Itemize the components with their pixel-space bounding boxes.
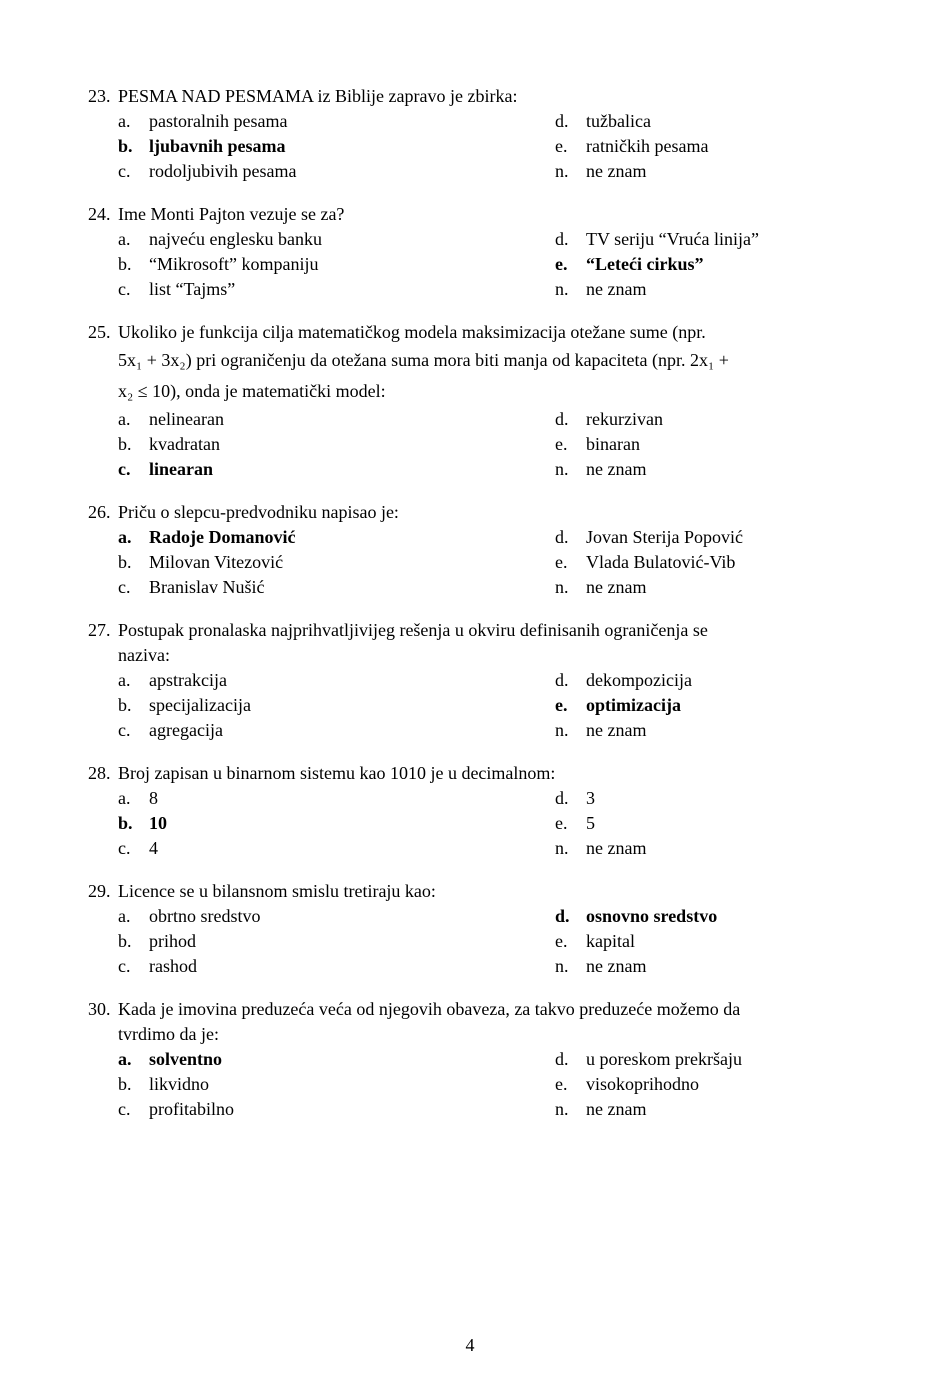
option-letter: n. [555, 720, 569, 740]
option-text: rashod [149, 956, 197, 976]
option-text: ljubavnih pesama [149, 136, 286, 156]
options-right-column [555, 786, 878, 861]
option-letter: c. [118, 459, 131, 479]
option-row [118, 159, 555, 184]
option-letter: b. [118, 695, 132, 715]
option-row [118, 407, 555, 432]
option-letter: a. [118, 906, 131, 926]
option-row [118, 277, 555, 302]
option-row [118, 109, 555, 134]
options-left-column [118, 525, 555, 600]
option-text: 8 [149, 788, 158, 808]
option-row [118, 252, 555, 277]
option-text: solventno [149, 1049, 223, 1069]
question-text-line: tvrdimo da je: [118, 1024, 219, 1044]
option-row [118, 227, 555, 252]
question-text: Kada je imovina preduzeća veća od njegovih obaveza, za takvo preduzeće možemo da [118, 999, 741, 1019]
question-header [88, 320, 878, 345]
option-text: visokoprihodno [586, 1074, 700, 1094]
option-text: Branislav Nušić [149, 577, 265, 597]
option-letter: e. [555, 695, 568, 715]
option-text: osnovno sredstvo [586, 906, 718, 926]
options-grid [118, 668, 878, 743]
option-row [555, 457, 878, 482]
option-row [118, 786, 555, 811]
question-text-line: 5x₁ + 3x₂) pri ograničenju da otežana suma mora biti manja od kapaciteta (npr. 2x₁ + [118, 350, 729, 370]
option-row [118, 904, 555, 929]
option-row [118, 575, 555, 600]
option-row [118, 134, 555, 159]
question-header [88, 500, 878, 525]
option-text: u poreskom prekršaju [586, 1049, 742, 1069]
option-letter: n. [555, 1099, 569, 1119]
option-row [555, 811, 878, 836]
option-text: kvadratan [149, 434, 220, 454]
option-letter: d. [555, 111, 569, 131]
option-letter: a. [118, 1049, 132, 1069]
option-row [555, 227, 878, 252]
option-row [118, 550, 555, 575]
options-left-column [118, 904, 555, 979]
option-row [555, 109, 878, 134]
question-text: PESMA NAD PESMAMA iz Biblije zapravo je zbirka: [118, 86, 518, 106]
option-row [555, 432, 878, 457]
option-text: ne znam [586, 838, 647, 858]
option-text: optimizacija [586, 695, 681, 715]
option-letter: n. [555, 459, 569, 479]
option-letter: e. [555, 136, 568, 156]
options-right-column [555, 227, 878, 302]
question-block [88, 879, 878, 979]
question-text-line: naziva: [118, 645, 170, 665]
option-letter: d. [555, 1049, 569, 1069]
question-text: Ukoliko je funkcija cilja matematičkog modela maksimizacija otežane sume (npr. [118, 322, 706, 342]
question-number: 24. [88, 204, 111, 224]
options-grid [118, 227, 878, 302]
option-text: specijalizacija [149, 695, 251, 715]
option-letter: n. [555, 161, 569, 181]
option-row [555, 1072, 878, 1097]
options-left-column [118, 668, 555, 743]
option-row [555, 277, 878, 302]
option-letter: e. [555, 254, 568, 274]
option-text: binaran [586, 434, 640, 454]
option-letter: n. [555, 577, 569, 597]
option-row [555, 668, 878, 693]
option-row [555, 929, 878, 954]
question-text: Postupak pronalaska najprihvatljivijeg rešenja u okviru definisanih ograničenja se [118, 620, 708, 640]
option-letter: e. [555, 552, 568, 572]
option-text: tužbalica [586, 111, 651, 131]
option-text: “Mikrosoft” kompaniju [149, 254, 319, 274]
option-letter: n. [555, 838, 569, 858]
option-letter: n. [555, 956, 569, 976]
option-letter: d. [555, 229, 569, 249]
question-block [88, 84, 878, 184]
option-text: Vlada Bulatović-Vib [586, 552, 736, 572]
question-number: 30. [88, 999, 111, 1019]
option-letter: b. [118, 136, 133, 156]
option-letter: d. [555, 527, 569, 547]
option-row [118, 1047, 555, 1072]
options-left-column [118, 407, 555, 482]
options-right-column [555, 407, 878, 482]
question-header [88, 84, 878, 109]
option-row [555, 525, 878, 550]
option-row [555, 904, 878, 929]
question-number: 29. [88, 881, 111, 901]
options-left-column [118, 786, 555, 861]
option-text: pastoralnih pesama [149, 111, 288, 131]
option-letter: e. [555, 813, 568, 833]
question-header [88, 761, 878, 786]
option-row [555, 954, 878, 979]
option-letter: e. [555, 1074, 568, 1094]
option-row [118, 432, 555, 457]
question-text: Licence se u bilansnom smislu tretiraju kao: [118, 881, 436, 901]
option-row [555, 575, 878, 600]
option-row [555, 836, 878, 861]
question-block [88, 320, 878, 482]
option-text: Jovan Sterija Popović [586, 527, 743, 547]
option-letter: a. [118, 670, 131, 690]
option-row [555, 718, 878, 743]
option-text: likvidno [149, 1074, 210, 1094]
options-right-column [555, 904, 878, 979]
option-letter: b. [118, 931, 132, 951]
question-text-line: x₂ ≤ 10), onda je matematički model: [118, 381, 386, 401]
options-right-column [555, 1047, 878, 1122]
option-row [118, 457, 555, 482]
option-row [555, 1047, 878, 1072]
option-letter: e. [555, 434, 568, 454]
option-row [555, 786, 878, 811]
option-letter: a. [118, 788, 131, 808]
option-row [555, 550, 878, 575]
option-letter: d. [555, 670, 569, 690]
option-row [555, 1097, 878, 1122]
option-row [118, 525, 555, 550]
options-right-column [555, 109, 878, 184]
option-text: rekurzivan [586, 409, 663, 429]
option-letter: a. [118, 527, 132, 547]
option-letter: c. [118, 838, 131, 858]
option-row [118, 1097, 555, 1122]
question-number: 28. [88, 763, 111, 783]
option-row [118, 718, 555, 743]
option-text: Radoje Domanović [149, 527, 296, 547]
option-text: profitabilno [149, 1099, 234, 1119]
option-row [555, 134, 878, 159]
question-block [88, 761, 878, 861]
option-row [118, 954, 555, 979]
option-letter: b. [118, 813, 133, 833]
option-text: nelinearan [149, 409, 224, 429]
option-letter: c. [118, 1099, 131, 1119]
option-letter: a. [118, 229, 131, 249]
question-header [88, 997, 878, 1022]
question-number: 23. [88, 86, 111, 106]
option-text: ne znam [586, 956, 647, 976]
option-letter: c. [118, 279, 131, 299]
option-text: list “Tajms” [149, 279, 236, 299]
question-text: Broj zapisan u binarnom sistemu kao 1010 je u decimalnom: [118, 763, 556, 783]
option-letter: d. [555, 906, 570, 926]
option-row [555, 407, 878, 432]
option-letter: c. [118, 956, 131, 976]
option-text: ne znam [586, 279, 647, 299]
question-block [88, 997, 878, 1122]
option-text: dekompozicija [586, 670, 692, 690]
question-text: Priču o slepcu-predvodniku napisao je: [118, 502, 399, 522]
options-right-column [555, 668, 878, 743]
option-text: ne znam [586, 161, 647, 181]
option-text: “Leteći cirkus” [586, 254, 704, 274]
question-block [88, 500, 878, 600]
option-text: ne znam [586, 459, 647, 479]
options-right-column [555, 525, 878, 600]
option-letter: c. [118, 161, 131, 181]
option-row [555, 693, 878, 718]
options-grid [118, 786, 878, 861]
option-letter: n. [555, 279, 569, 299]
options-grid [118, 904, 878, 979]
option-text: ne znam [586, 720, 647, 740]
option-text: najveću englesku banku [149, 229, 322, 249]
question-block [88, 202, 878, 302]
option-text: agregacija [149, 720, 223, 740]
option-letter: b. [118, 1074, 132, 1094]
question-header [88, 879, 878, 904]
option-text: ratničkih pesama [586, 136, 709, 156]
question-header [88, 618, 878, 643]
option-text: TV seriju “Vruća linija” [586, 229, 760, 249]
option-letter: a. [118, 409, 131, 429]
option-letter: b. [118, 434, 132, 454]
option-letter: c. [118, 720, 131, 740]
option-letter: d. [555, 788, 569, 808]
question-number: 25. [88, 322, 111, 342]
option-text: ne znam [586, 577, 647, 597]
option-text: ne znam [586, 1099, 647, 1119]
option-row [118, 1072, 555, 1097]
option-letter: b. [118, 552, 132, 572]
option-text: prihod [149, 931, 196, 951]
options-left-column [118, 1047, 555, 1122]
option-text: 10 [149, 813, 167, 833]
option-row [555, 252, 878, 277]
option-text: apstrakcija [149, 670, 227, 690]
option-letter: c. [118, 577, 131, 597]
options-left-column [118, 227, 555, 302]
options-grid [118, 407, 878, 482]
option-letter: d. [555, 409, 569, 429]
option-row [555, 159, 878, 184]
options-grid [118, 525, 878, 600]
question-list [88, 84, 878, 1140]
option-letter: a. [118, 111, 131, 131]
option-letter: b. [118, 254, 132, 274]
option-text: obrtno sredstvo [149, 906, 261, 926]
option-text: 4 [149, 838, 158, 858]
option-text: kapital [586, 931, 635, 951]
question-text: Ime Monti Pajton vezuje se za? [118, 204, 345, 224]
option-text: rodoljubivih pesama [149, 161, 297, 181]
option-row [118, 811, 555, 836]
option-text: 5 [586, 813, 595, 833]
question-number: 26. [88, 502, 111, 522]
options-grid [118, 1047, 878, 1122]
option-row [118, 668, 555, 693]
option-text: Milovan Vitezović [149, 552, 284, 572]
option-row [118, 836, 555, 861]
option-text: linearan [149, 459, 214, 479]
option-text: 3 [586, 788, 595, 808]
question-number: 27. [88, 620, 111, 640]
page-number: 4 [465, 1335, 475, 1355]
option-row [118, 693, 555, 718]
option-row [118, 929, 555, 954]
option-letter: e. [555, 931, 568, 951]
question-header [88, 202, 878, 227]
options-grid [118, 109, 878, 184]
options-left-column [118, 109, 555, 184]
question-block [88, 618, 878, 743]
